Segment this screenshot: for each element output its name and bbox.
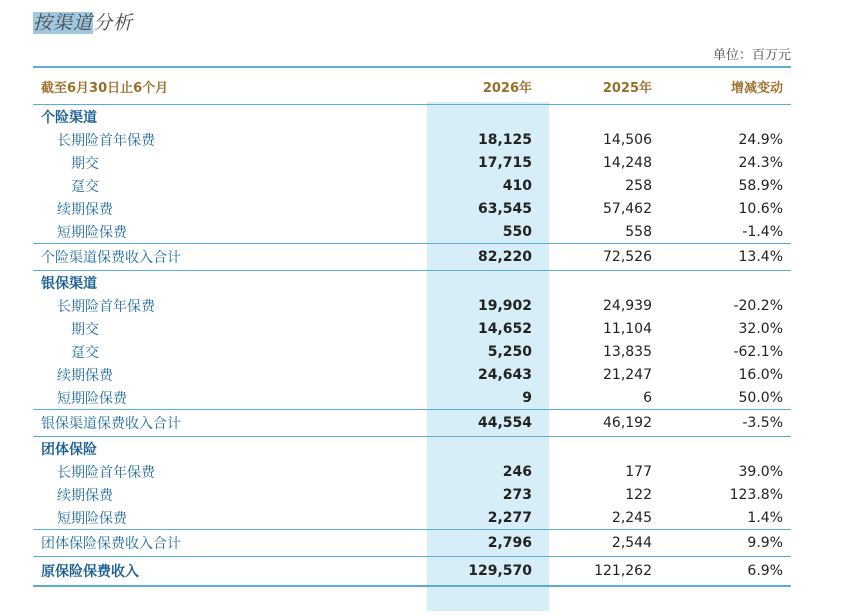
table-row (33, 151, 791, 174)
section-header-row (33, 271, 791, 295)
value-2026: 550 (502, 223, 532, 240)
row-label: 续期保费 (57, 487, 113, 504)
row-label: 短期险保费 (57, 390, 127, 407)
table-row (33, 197, 791, 220)
table-row (33, 294, 791, 317)
value-2026: 2,796 (413, 530, 540, 557)
section-header-row (33, 437, 791, 461)
value-2025: 177 (625, 463, 652, 480)
value-2026: 44,554 (413, 410, 540, 437)
value-2026: 129,570 (413, 557, 540, 587)
table-row (33, 128, 791, 151)
value-2025: 57,462 (603, 200, 652, 217)
value-2025: 11,104 (603, 320, 652, 337)
value-change: 58.9% (738, 177, 783, 194)
value-2026: 246 (502, 463, 532, 480)
table-row (33, 483, 791, 506)
subtotal-label: 个险渠道保费收入合计 (33, 244, 413, 271)
table-row (33, 340, 791, 363)
value-change: 6.9% (660, 557, 791, 587)
value-2025: 72,526 (540, 244, 660, 271)
value-2026: 273 (502, 486, 532, 503)
page-title (33, 8, 133, 35)
row-label: 续期保费 (57, 201, 113, 218)
row-label: 短期险保费 (57, 510, 127, 527)
row-label: 期交 (71, 321, 99, 338)
value-change: 50.0% (738, 389, 783, 406)
value-change: -3.5% (660, 410, 791, 437)
row-label: 长期险首年保费 (57, 464, 155, 481)
row-label: 趸交 (71, 178, 99, 195)
value-2026: 14,652 (477, 320, 532, 337)
value-change: 24.9% (738, 131, 783, 148)
value-2026: 9 (522, 389, 532, 406)
header-change: 增减变动 (660, 67, 791, 105)
value-2025: 258 (625, 177, 652, 194)
value-2026: 82,220 (413, 244, 540, 271)
value-2025: 122 (625, 486, 652, 503)
premium-table (33, 66, 791, 587)
value-2025: 6 (643, 389, 652, 406)
value-change: -20.2% (733, 297, 783, 314)
value-2026: 5,250 (487, 343, 532, 360)
table-row (33, 386, 791, 410)
table-row (33, 317, 791, 340)
section-header-row (33, 105, 791, 129)
value-2025: 13,835 (603, 343, 652, 360)
row-label: 长期险首年保费 (57, 132, 155, 149)
row-label: 趸交 (71, 344, 99, 361)
section-title: 个险渠道 (41, 109, 97, 126)
value-2026: 24,643 (477, 366, 532, 383)
value-change: 13.4% (660, 244, 791, 271)
header-2026: 2026年 (413, 67, 540, 105)
value-2025: 558 (625, 223, 652, 240)
header-2025: 2025年 (540, 67, 660, 105)
section-title: 团体保险 (41, 441, 97, 458)
value-change: 32.0% (738, 320, 783, 337)
table-row (33, 174, 791, 197)
value-2025: 21,247 (603, 366, 652, 383)
value-2026: 19,902 (477, 297, 532, 314)
value-change: 123.8% (729, 486, 783, 503)
table-row (33, 363, 791, 386)
value-2025: 121,262 (540, 557, 660, 587)
subtotal-row (33, 244, 791, 271)
value-2025: 46,192 (540, 410, 660, 437)
value-change: 24.3% (738, 154, 783, 171)
row-label: 续期保费 (57, 367, 113, 384)
table-row (33, 460, 791, 483)
row-label: 期交 (71, 155, 99, 172)
table-row (33, 506, 791, 530)
value-2025: 24,939 (603, 297, 652, 314)
table-header-row (33, 67, 791, 105)
premium-table-wrapper (33, 66, 791, 587)
value-2026: 410 (502, 177, 532, 194)
value-2026: 18,125 (477, 131, 532, 148)
value-change: 16.0% (738, 366, 783, 383)
subtotal-row (33, 410, 791, 437)
section-title: 银保渠道 (41, 275, 97, 292)
header-period: 截至6月30日止6个月 (33, 67, 413, 105)
value-change: 1.4% (747, 509, 783, 526)
value-2026: 17,715 (477, 154, 532, 171)
value-change: 9.9% (660, 530, 791, 557)
value-change: -62.1% (733, 343, 783, 360)
value-2026: 2,277 (487, 509, 532, 526)
value-2026: 63,545 (477, 200, 532, 217)
value-2025: 2,245 (611, 509, 652, 526)
title-rest: 分析 (93, 12, 134, 34)
subtotal-label: 团体保险保费收入合计 (33, 530, 413, 557)
value-2025: 14,248 (603, 154, 652, 171)
grand-total-label: 原保险保费收入 (33, 557, 413, 587)
title-highlight: 按渠道 (33, 12, 94, 34)
subtotal-row (33, 530, 791, 557)
value-change: 10.6% (738, 200, 783, 217)
value-2025: 14,506 (603, 131, 652, 148)
row-label: 长期险首年保费 (57, 298, 155, 315)
subtotal-label: 银保渠道保费收入合计 (33, 410, 413, 437)
row-label: 短期险保费 (57, 224, 127, 241)
grand-total-row (33, 557, 791, 587)
unit-label: 单位：百万元 (712, 48, 791, 63)
value-change: 39.0% (738, 463, 783, 480)
table-row (33, 220, 791, 244)
value-2025: 2,544 (540, 530, 660, 557)
value-change: -1.4% (742, 223, 783, 240)
